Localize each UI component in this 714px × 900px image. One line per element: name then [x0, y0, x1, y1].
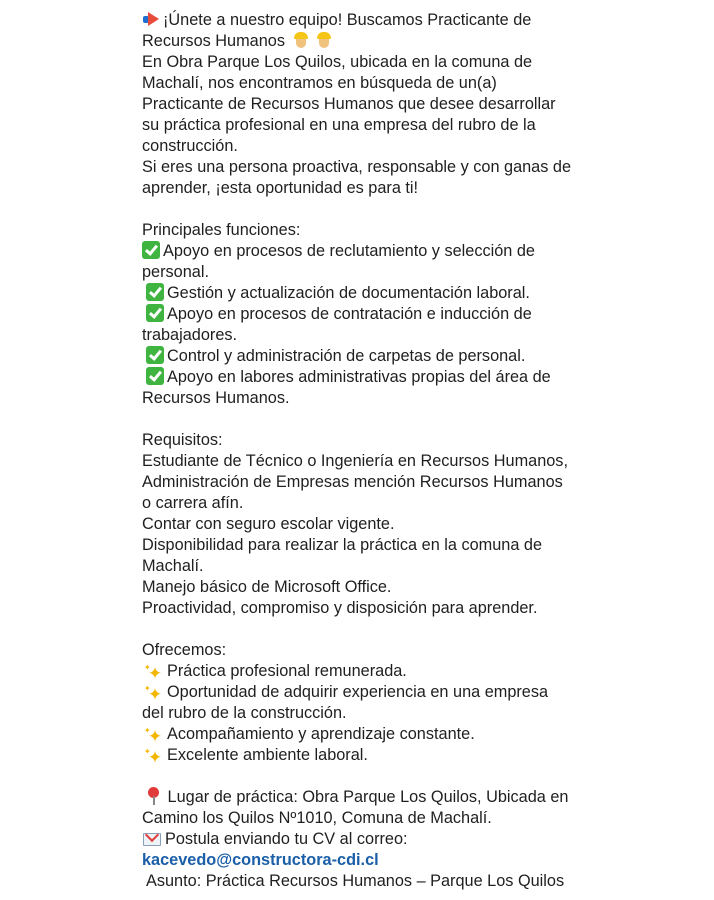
spacer — [142, 409, 702, 430]
intro-text: En Obra Parque Los Quilos, ubicada en la comuna de — [142, 53, 533, 71]
intro-text: aprender, ¡esta oportunidad es para ti! — [142, 179, 419, 197]
check-mark-icon — [146, 283, 164, 301]
ofrecemos-item: ✦ ✦Acompañamiento y aprendizaje constante. — [142, 724, 702, 745]
check-mark-icon — [146, 304, 164, 322]
spacer — [142, 766, 702, 787]
requisito-line: Contar con seguro escolar vigente. — [142, 515, 395, 533]
requisito-line: Disponibilidad para realizar la práctica en la comuna de — [142, 536, 543, 554]
intro-text: Practicante de Recursos Humanos que desee desarrollar — [142, 95, 556, 113]
ofrecemos-item: ✦ ✦Práctica profesional remunerada. — [142, 661, 702, 682]
construction-worker-icon — [315, 31, 333, 49]
construction-worker-icon — [292, 31, 310, 49]
megaphone-icon — [142, 10, 160, 28]
sparkles-icon — [146, 749, 164, 767]
spacer — [142, 619, 702, 640]
ofrecemos-item-cont: del rubro de la construcción. — [142, 704, 347, 722]
intro-line-2: Recursos Humanos — [142, 31, 702, 52]
ofrecemos-heading: Ofrecemos: — [142, 641, 227, 659]
sparkles-icon — [146, 686, 164, 704]
pin-icon — [146, 787, 160, 805]
intro-text: Si eres una persona proactiva, responsable y con ganas de — [142, 158, 572, 176]
intro-text: Machalí, nos encontramos en búsqueda de un(a) — [142, 74, 497, 92]
requisitos-heading: Requisitos: — [142, 431, 223, 449]
spacer — [142, 199, 702, 220]
requisito-line: Proactividad, compromiso y disposición para aprender. — [142, 599, 538, 617]
requisito-line: Administración de Empresas mención Recursos Humanos — [142, 473, 563, 491]
check-mark-icon — [146, 346, 164, 364]
envelope-icon — [142, 829, 162, 847]
email-link[interactable]: kacevedo@constructora-cdi.cl — [142, 851, 379, 869]
requisito-line: Machalí. — [142, 557, 204, 575]
funcion-item-cont: Recursos Humanos. — [142, 389, 290, 407]
check-mark-icon — [142, 241, 160, 259]
funcion-item: Gestión y actualización de documentación laboral. — [142, 283, 702, 304]
intro-text: su práctica profesional en una empresa del rubro de la — [142, 116, 536, 134]
ofrecemos-item: ✦ ✦Excelente ambiente laboral. — [142, 745, 702, 766]
requisito-line: o carrera afín. — [142, 494, 244, 512]
funcion-item-cont: personal. — [142, 263, 209, 281]
funcion-item: Control y administración de carpetas de personal. — [142, 346, 702, 367]
funciones-heading: Principales funciones: — [142, 221, 301, 239]
ofrecemos-item: ✦ ✦Oportunidad de adquirir experiencia en una empresa — [142, 682, 702, 703]
funcion-item-cont: trabajadores. — [142, 326, 238, 344]
job-post — [142, 10, 702, 892]
funcion-item: Apoyo en labores administrativas propias del área de — [142, 367, 702, 388]
funcion-item: Apoyo en procesos de contratación e inducción de — [142, 304, 702, 325]
intro-line-1: ¡Únete a nuestro equipo! Buscamos Practicante de — [142, 10, 702, 31]
email-line — [142, 850, 702, 871]
funcion-item: Apoyo en procesos de reclutamiento y selección de — [142, 241, 702, 262]
requisito-line: Estudiante de Técnico o Ingeniería en Recursos Humanos, — [142, 452, 568, 470]
check-mark-icon — [146, 367, 164, 385]
postula-line: Postula enviando tu CV al correo: — [142, 829, 702, 850]
lugar-line-cont: Camino los Quilos Nº1010, Comuna de Machalí. — [142, 809, 492, 827]
lugar-line: Lugar de práctica: Obra Parque Los Quilos, Ubicada en — [142, 787, 702, 808]
asunto-line: Asunto: Práctica Recursos Humanos – Parque Los Quilos — [146, 872, 565, 890]
requisito-line: Manejo básico de Microsoft Office. — [142, 578, 392, 596]
intro-text: construcción. — [142, 137, 238, 155]
